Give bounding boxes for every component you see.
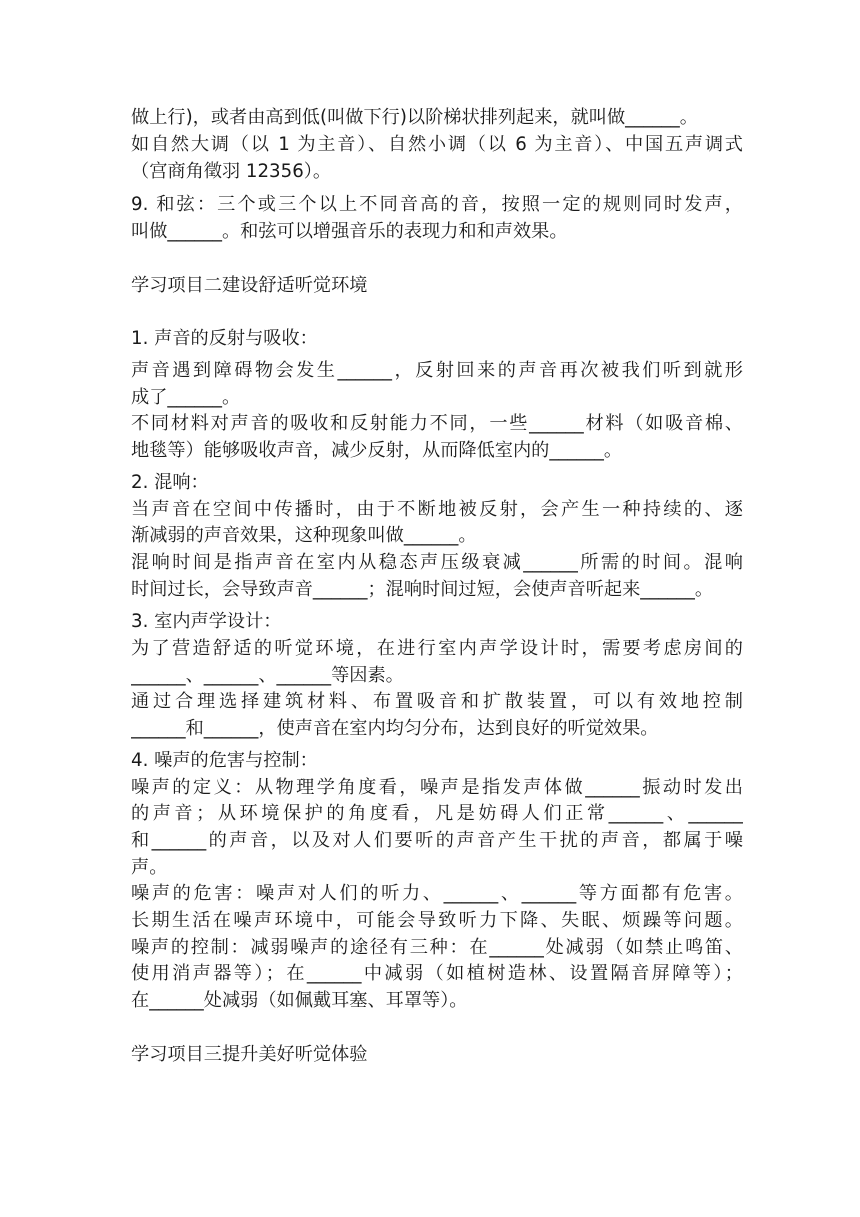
text-line: 声音遇到障碍物会发生______，反射回来的声音再次被我们听到就形 — [131, 360, 743, 381]
text-line: 噪声的定义：从物理学角度看，噪声是指发声体做______振动时发出 — [131, 777, 743, 798]
text-line: 地毯等）能够吸收声音，减少反射，从而降低室内的______。 — [131, 440, 623, 461]
text-line: 混响时间是指声音在室内从稳态声压级衰减______所需的时间。混响 — [131, 552, 743, 573]
text-line: （宫商角徵羽 12356）。 — [131, 161, 332, 182]
text-line: 通过合理选择建筑材料、布置吸音和扩散装置，可以有效地控制 — [131, 691, 743, 712]
text-line: 叫做______。和弦可以增强音乐的表现力和和声效果。 — [131, 221, 568, 242]
text-line: 噪声的危害：噪声对人们的听力、______、______等方面都有危害。 — [131, 883, 743, 904]
text-line: 时间过长，会导致声音______；混响时间过短，会使声音听起来______。 — [131, 579, 714, 600]
section-heading: 学习项目二建设舒适听觉环境 — [131, 275, 368, 296]
text-line: 当声音在空间中传播时，由于不断地被反射，会产生一种持续的、逐 — [131, 499, 743, 520]
text-line: ______、______、______等因素。 — [131, 665, 404, 686]
text-line: 使用消声器等）；在______中减弱（如植树造林、设置隔音屏障等）； — [131, 963, 743, 984]
text-line: 不同材料对声音的吸收和反射能力不同，一些______材料（如吸音棉、 — [131, 413, 743, 434]
text-line: 4. 噪声的危害与控制： — [131, 750, 318, 771]
section-heading: 学习项目三提升美好听觉体验 — [131, 1044, 368, 1065]
text-line: 噪声的控制：减弱噪声的途径有三种：在______处减弱（如禁止鸣笛、 — [131, 937, 743, 958]
text-line: 渐减弱的声音效果，这种现象叫做______。 — [131, 525, 477, 546]
text-line: 2. 混响： — [131, 472, 209, 493]
text-line: 3. 室内声学设计： — [131, 611, 282, 632]
text-line: 为了营造舒适的听觉环境，在进行室内声学设计时，需要考虑房间的 — [131, 638, 743, 659]
text-line: 和______的声音，以及对人们要听的声音产生干扰的声音，都属于噪 — [131, 830, 743, 851]
text-line: 的声音；从环境保护的角度看，凡是妨碍人们正常______、______ — [131, 803, 743, 824]
text-line: ______和______，使声音在室内均匀分布，达到良好的听觉效果。 — [131, 718, 659, 739]
text-line: 在______处减弱（如佩戴耳塞、耳罩等）。 — [131, 990, 468, 1011]
text-line: 声。 — [131, 857, 168, 878]
text-line: 1. 声音的反射与吸收： — [131, 328, 318, 349]
text-line: 9. 和弦：三个或三个以上不同音高的音，按照一定的规则同时发声， — [131, 194, 743, 215]
text-line: 如自然大调（以 1 为主音）、自然小调（以 6 为主音）、中国五声调式 — [131, 134, 743, 155]
text-line: 成了______。 — [131, 387, 241, 408]
text-line: 做上行)，或者由高到低(叫做下行)以阶梯状排列起来，就叫做______。 — [131, 107, 698, 128]
text-line: 长期生活在噪声环境中，可能会导致听力下降、失眠、烦躁等问题。 — [131, 910, 743, 931]
